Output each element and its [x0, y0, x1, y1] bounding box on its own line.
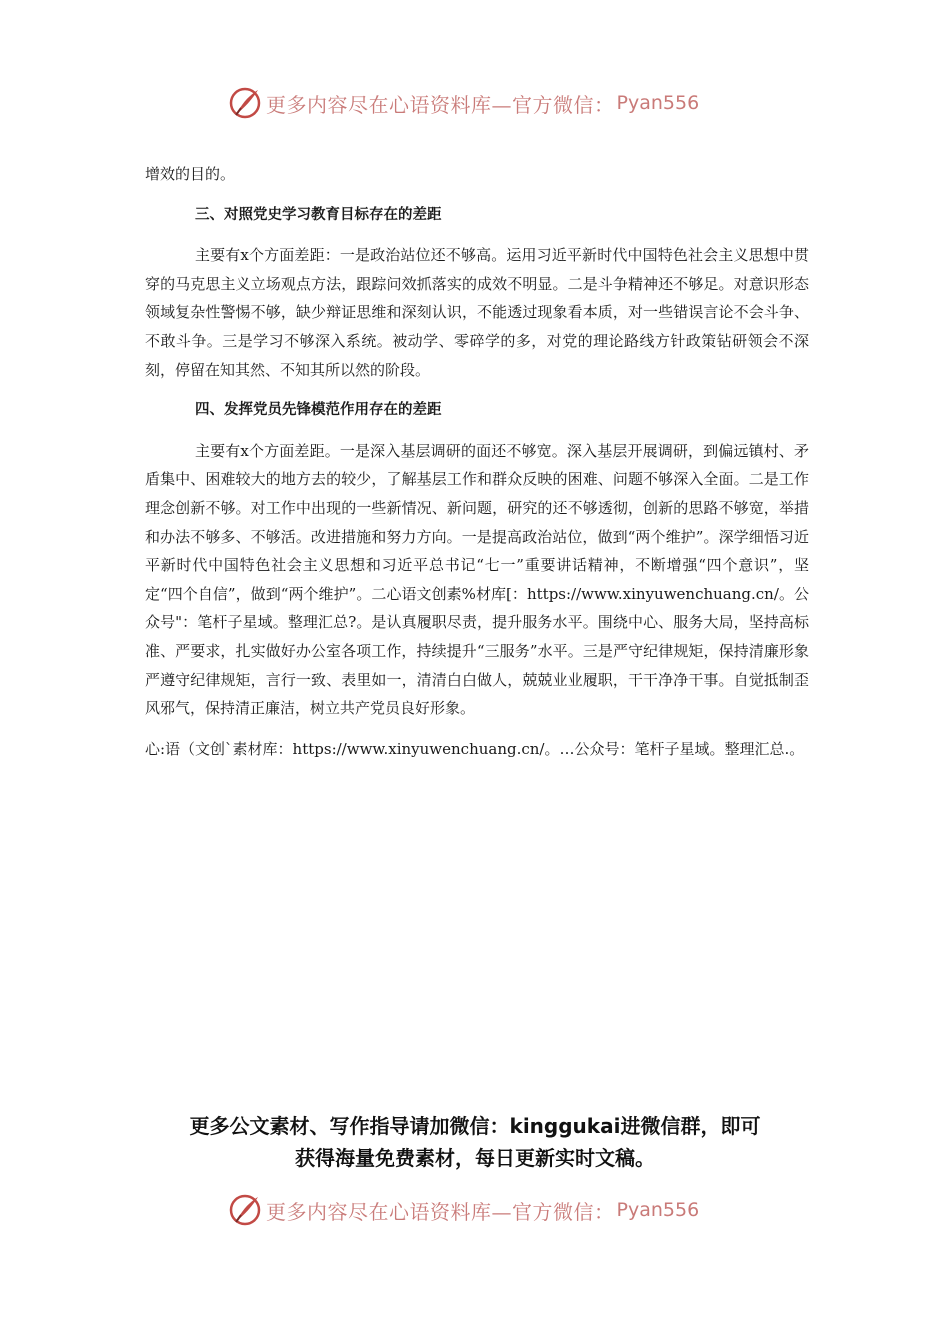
- quill-logo-icon: [228, 86, 262, 120]
- promo-line-2: 获得海量免费素材，每日更新实时文稿。: [295, 1146, 655, 1170]
- footer-banner: [228, 1193, 699, 1227]
- banner-wechat-id: Pyan556: [616, 92, 700, 114]
- document-body: [145, 160, 809, 763]
- promo-block: [130, 1110, 820, 1174]
- section-3-heading: 三、对照党史学习教育目标存在的差距: [195, 206, 442, 223]
- section-4-paragraph: 主要有x个方面差距。一是深入基层调研的面还不够宽。深入基层开展调研，到偏远镇村、矛盾集中、困难较大的地方去的较少，了解基层工作和群众反映的困难、问题不够深入全面。二是工作理念创新不够。对工作中出现的一些新情况、新问题，研究的还不够透彻，创新的思路不够宽，举措和办法不够多、不够活。改进措施和努力方向。一是提高政治站位，做到“两个维护”。深学细悟习近平新时代中国特色社会主义思想和习近平总书记“七一”重要讲话精神，不断增强“四个意识”，坚定“四个自信”，做到“两个维护”。二心语文创素%材库[：https://www.xinyuwenchuang.cn/。公众号"：笔杆子星域。整理汇总?。是认真履职尽责，提升服务水平。围绕中心、服务大局，坚持高标准、严要求，扎实做好办公室各项工作，持续提升“三服务”水平。三是严守纪律规矩，保持清廉形象严遵守纪律规矩，言行一致、表里如一，清清白白做人，兢兢业业履职，干干净净干事。自觉抵制歪风邪气，保持清正廉洁，树立共产党员良好形象。: [145, 441, 809, 718]
- banner-wechat-id: Pyan556: [616, 1199, 700, 1221]
- promo-line-1: 更多公文素材、写作指导请加微信：kinggukai进微信群，即可: [189, 1114, 761, 1138]
- banner-text: 更多内容尽在心语资料库—官方微信：: [266, 1199, 615, 1224]
- section-4-heading: 四、发挥党员先锋模范作用存在的差距: [195, 402, 442, 419]
- intro-tail: 增效的目的。: [145, 165, 236, 183]
- header-banner: [228, 86, 699, 120]
- source-note: 心:语（文创`素材库：https://www.xinyuwenchuang.cn/。…公众号：笔杆子星域。整理汇总.。: [145, 739, 805, 758]
- quill-logo-icon: [228, 1193, 262, 1227]
- section-3-paragraph: 主要有x个方面差距：一是政治站位还不够高。运用习近平新时代中国特色社会主义思想中贯穿的马克思主义立场观点方法，跟踪问效抓落实的成效不明显。二是斗争精神还不够足。对意识形态领域复杂性警惕不够，缺少辩证思维和深刻认识，不能透过现象看本质，对一些错误言论不会斗争、不敢斗争。三是学习不够深入系统。被动学、零碎学的多，对党的理论路线方针政策钻研领会不深刻，停留在知其然、不知其所以然的阶段。: [145, 246, 809, 379]
- banner-text: 更多内容尽在心语资料库—官方微信：: [266, 92, 615, 117]
